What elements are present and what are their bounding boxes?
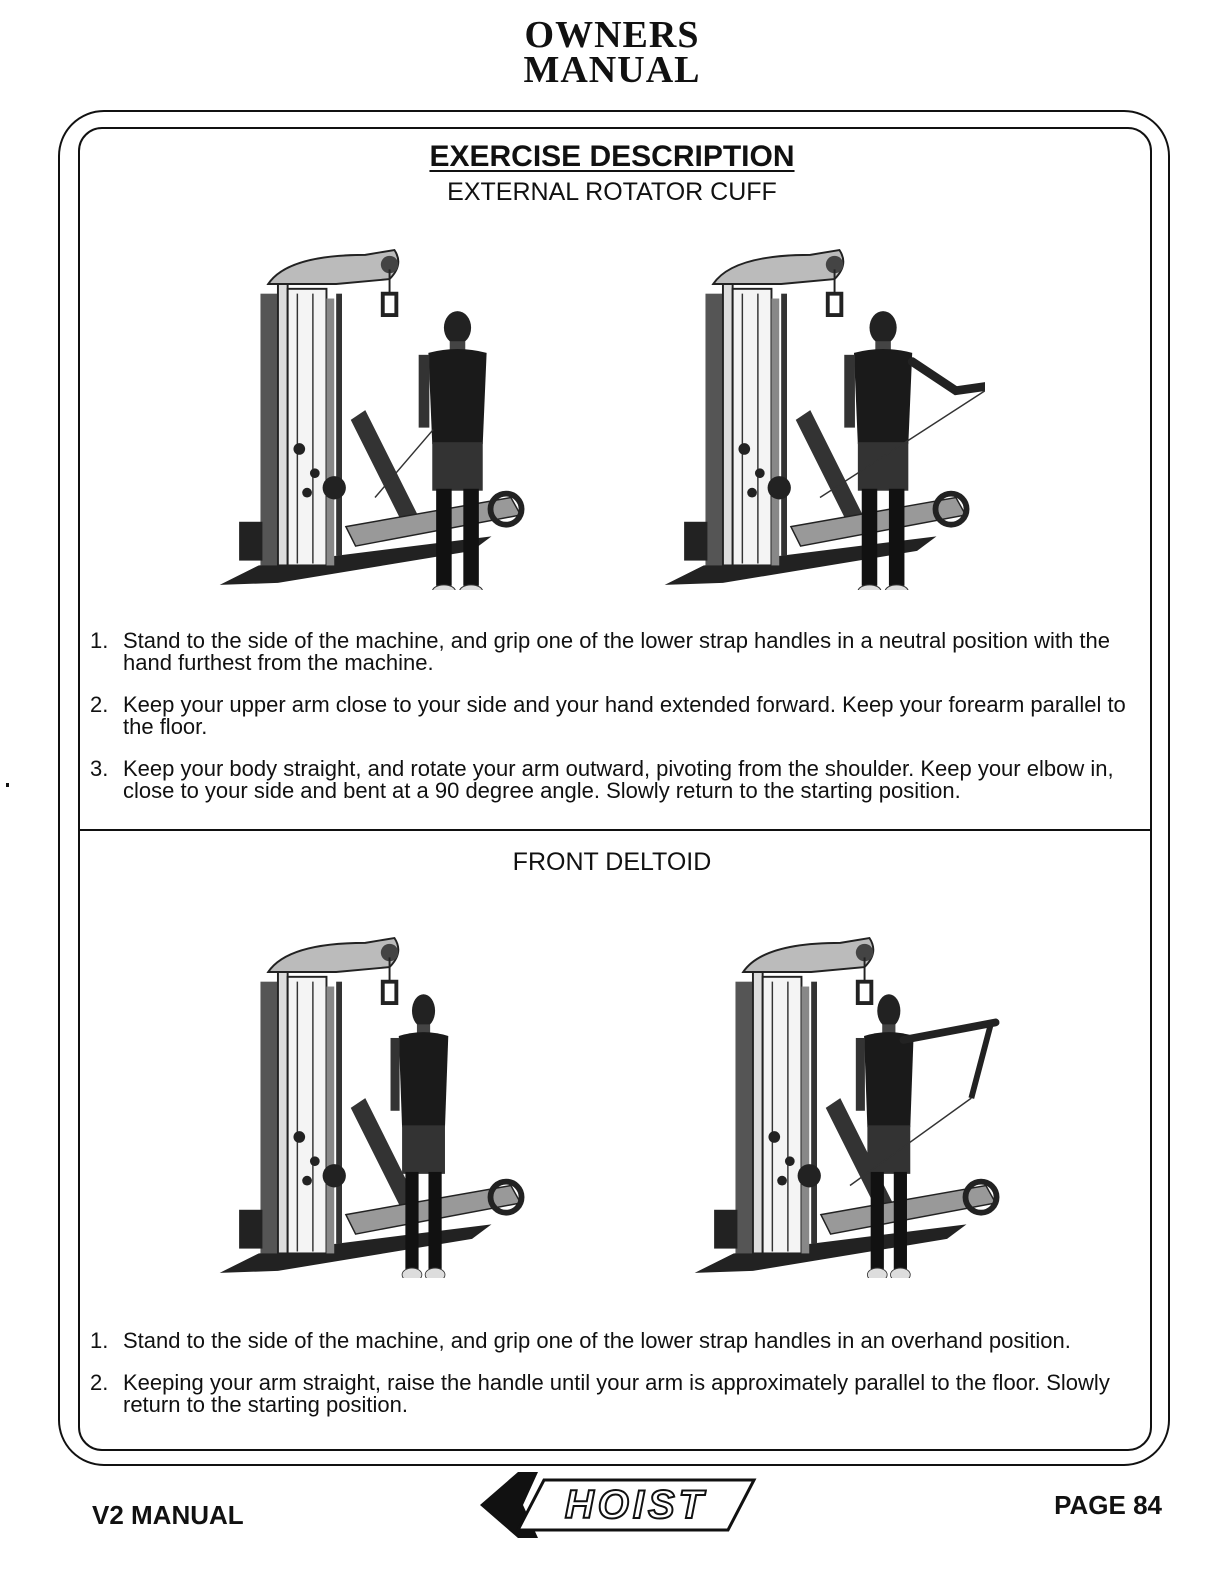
list-item xyxy=(90,694,1140,738)
page-number: PAGE 84 xyxy=(1054,1490,1162,1520)
step-number: 1. xyxy=(90,628,109,653)
manual-header xyxy=(0,14,1224,91)
exercise-2-steps xyxy=(90,1330,1150,1436)
exercise-2-title: FRONT DELTOID xyxy=(512,848,712,876)
header-line-1: OWNERS xyxy=(524,14,700,56)
step-text: Stand to the side of the machine, and grip one of the lower strap handles in an overhand position. xyxy=(123,1328,1071,1353)
manual-version-label: V2 MANUAL xyxy=(92,1500,244,1530)
step-text: Keep your upper arm close to your side and your hand extended forward. Keep your forearm parallel to the floor. xyxy=(123,692,1126,739)
step-number: 2. xyxy=(90,692,109,717)
scan-mark xyxy=(6,783,9,787)
exercise-2-start-photo xyxy=(210,928,540,1278)
list-item xyxy=(90,1372,1150,1416)
step-text: Keep your body straight, and rotate your arm outward, pivoting from the shoulder. Keep your elbow in, close to your side and bent at a 90 degree angle. Slowly return to the starting position. xyxy=(123,756,1114,803)
hoist-logo xyxy=(478,1470,758,1540)
step-number: 1. xyxy=(90,1328,109,1353)
list-item xyxy=(90,1330,1150,1352)
exercise-1-start-photo xyxy=(210,240,540,590)
list-item xyxy=(90,630,1140,674)
exercise-1-title: EXTERNAL ROTATOR CUFF xyxy=(447,178,777,206)
step-text: Keeping your arm straight, raise the handle until your arm is approximately parallel to the floor. Slowly return to the starting position. xyxy=(123,1370,1110,1417)
step-number: 2. xyxy=(90,1370,109,1395)
svg-text:HOIST: HOIST xyxy=(564,1483,708,1527)
list-item xyxy=(90,758,1140,802)
exercise-1-finish-photo xyxy=(655,240,985,590)
section-divider xyxy=(79,829,1151,831)
section-title: EXERCISE DESCRIPTION xyxy=(429,140,795,173)
exercise-2-finish-photo xyxy=(685,928,1015,1278)
header-line-2: MANUAL xyxy=(523,49,701,91)
step-number: 3. xyxy=(90,756,109,781)
step-text: Stand to the side of the machine, and grip one of the lower strap handles in a neutral position with the hand furthest from the machine. xyxy=(123,628,1110,675)
exercise-1-steps xyxy=(90,630,1140,822)
